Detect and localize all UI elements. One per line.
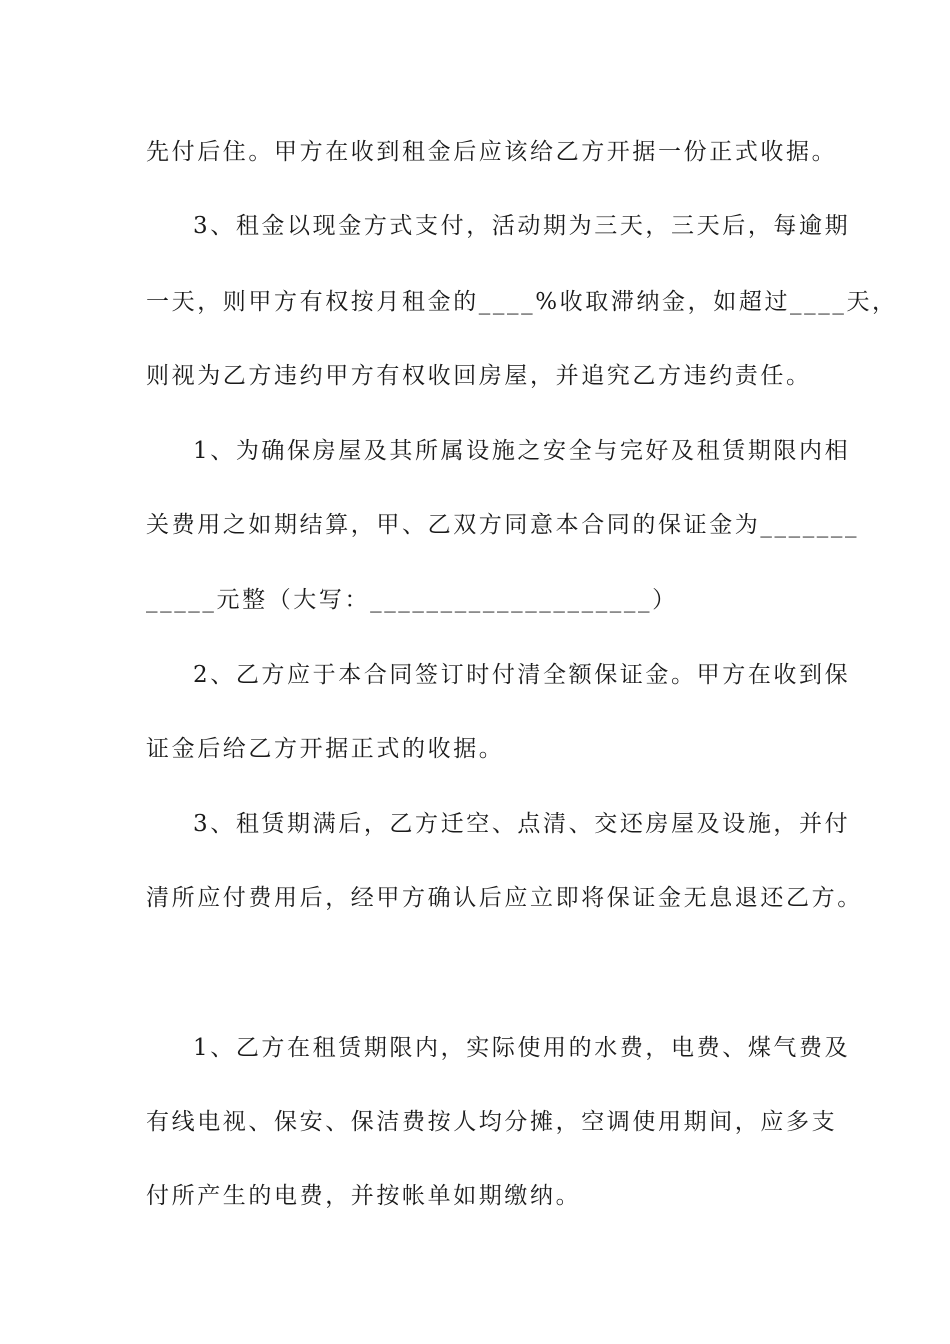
text-line-3: 一天，则甲方有权按月租金的____%收取滞纳金，如超过____天， xyxy=(146,289,898,315)
text-line-11: 清所应付费用后，经甲方确认后应立即将保证金无息退还乙方。 xyxy=(146,885,863,911)
text-line-2: 3、租金以现金方式支付，活动期为三天，三天后，每逾期 xyxy=(193,213,851,239)
text-line-12: 1、乙方在租赁期限内，实际使用的水费，电费、煤气费及 xyxy=(193,1035,851,1061)
text-line-4: 则视为乙方违约甲方有权收回房屋，并追究乙方违约责任。 xyxy=(146,363,812,389)
text-line-7: _____元整（大写：____________________） xyxy=(146,587,678,613)
text-line-6: 关费用之如期结算，甲、乙双方同意本合同的保证金为_______ xyxy=(146,512,860,538)
text-line-8: 2、乙方应于本合同签订时付清全额保证金。甲方在收到保 xyxy=(193,662,851,688)
text-line-9: 证金后给乙方开据正式的收据。 xyxy=(146,736,505,762)
text-line-14: 付所产生的电费，并按帐单如期缴纳。 xyxy=(146,1183,582,1209)
text-line-5: 1、为确保房屋及其所属设施之安全与完好及租赁期限内相 xyxy=(193,438,851,464)
text-line-10: 3、租赁期满后，乙方迁空、点清、交还房屋及设施，并付 xyxy=(193,811,851,837)
text-line-1: 先付后住。甲方在收到租金后应该给乙方开据一份正式收据。 xyxy=(146,139,838,165)
text-line-13: 有线电视、保安、保洁费按人均分摊，空调使用期间，应多支 xyxy=(146,1109,838,1135)
